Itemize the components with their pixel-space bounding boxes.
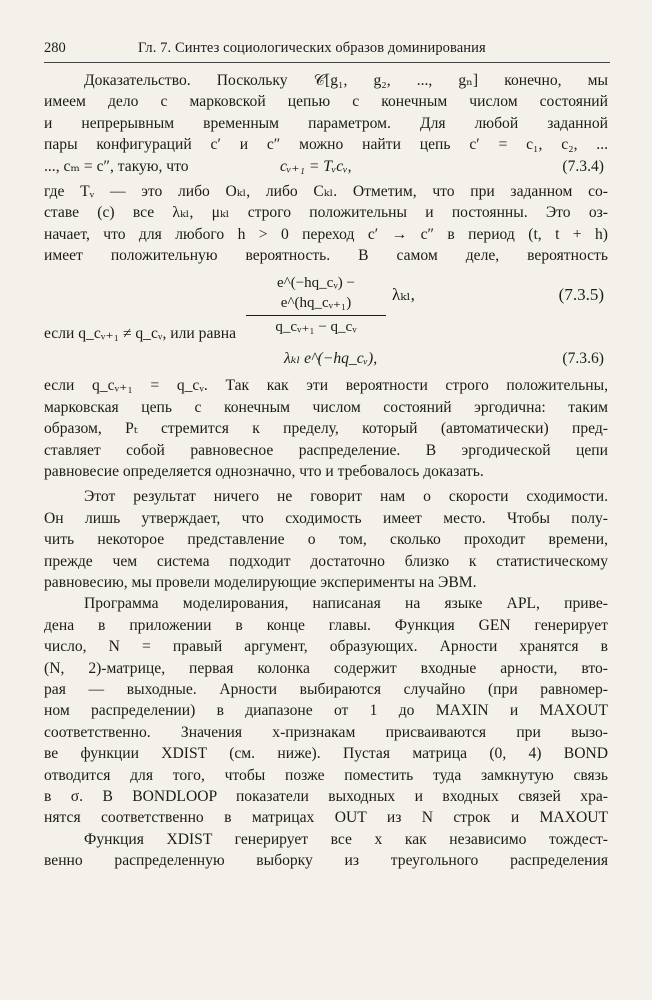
text-line: равновесию, мы провели моделирующие эксперименты на ЭВМ. — [44, 574, 477, 591]
equation-7-3-6 — [44, 348, 608, 374]
fraction-denominator: q_cᵥ₊₁ − q_cᵥ — [275, 318, 357, 335]
condition-line: если q_cᵥ₊₁ ≠ q_cᵥ, или равна — [44, 324, 236, 342]
text-line: где Tᵥ — это либо Oₖₗ, либо Cₖₗ. Отметим, что при заданном со- — [44, 183, 608, 200]
text-line: пары конфигураций c′ и c″ можно найти цепь c′ = c₁, c₂, ... — [44, 136, 608, 154]
text-line: число, N = правый аргумент, образующих. Арности хранятся в — [44, 638, 608, 656]
text-line: начает, что для любого h > 0 переход c′ → c″ в период (t, t + h) — [44, 225, 608, 243]
text-line: рая — выходные. Арности выбираются случайно (при равномер- — [44, 681, 608, 698]
text-line: Этот результат ничего не говорит нам о скорости сходимости. — [84, 488, 608, 506]
text-line: ставе (c) все λₖₗ, μₖₗ строго положительны и постоянны. Это оз- — [44, 204, 608, 222]
chapter-title: Гл. 7. Синтез социологических образов доминирования — [138, 40, 486, 56]
text-line: и непрерывным временным параметром. Для любой заданной — [44, 114, 608, 132]
text-line: (N, 2)-матрице, первая колонка содержит входные арности, вто- — [44, 659, 608, 677]
text-line: отводится для того, чтобы позже поместить туда замкнутую связь — [44, 766, 608, 784]
page-number: 280 — [44, 40, 66, 56]
text-line: Он лишь утверждает, что сходимость имеет место. Чтобы полу- — [44, 509, 608, 527]
text-line: ставляет собой равновесное распределение. В эргодической цепи — [44, 441, 608, 459]
text-line: Доказательство. Поскольку 𝒞[g₁, g₂, ..., gₙ] конечно, мы — [84, 72, 608, 89]
text-line: нятся соответственно в матрицах OUT из N строк и MAXOUT — [44, 809, 608, 827]
equation-formula: cᵥ₊₁ = Tᵥcᵥ, — [280, 157, 352, 175]
text-line: равновесие определяется однозначно, что и требовалось доказать. — [44, 463, 484, 480]
equation-7-3-4 — [44, 156, 608, 182]
text-line: венно распределенную выборку из треугольного распределения — [44, 852, 608, 870]
text-line: Функция XDIST генерирует все x как независимо тождест- — [84, 830, 608, 848]
equation-number: (7.3.5) — [558, 284, 604, 304]
running-header — [44, 40, 610, 63]
text-line: дена в приложении в конце главы. Функция GEN генерирует — [44, 616, 608, 634]
equation-number: (7.3.4) — [562, 157, 604, 175]
text-line: марковская цепь с конечным числом состояний эргодична: таким — [44, 398, 608, 416]
text-line: соответственно. Значения x-признакам присваиваются при вызо- — [44, 723, 608, 741]
equation-factor: λₖₗ, — [392, 284, 415, 304]
text-line: прежде чем система подходит достаточно близко к статистическому — [44, 552, 608, 570]
equation-formula: λₖₗ e^(−hq_cᵥ), — [284, 350, 378, 367]
text-line: ве функции XDIST (см. ниже). Пустая матрица (0, 4) BOND — [44, 745, 608, 763]
text-line: образом, Pₜ стремится к пределу, который (автоматически) пред- — [44, 420, 608, 438]
equation-number: (7.3.6) — [562, 350, 604, 367]
fraction-numerator: e^(−hq_cᵥ) − e^(hq_cᵥ₊₁) — [246, 273, 386, 316]
text-line: Программа моделирования, написаная на языке APL, приве- — [84, 595, 608, 613]
text-line: имеет положительную вероятность. В самом деле, вероятность — [44, 247, 608, 265]
text-line: в σ. В BONDLOOP показатели выходных и входных связей хра- — [44, 788, 608, 805]
text-line: ном распределении) в диапазоне от 1 до MAXIN и MAXOUT — [44, 702, 608, 720]
text-line: ..., cₘ = c″, такую, что — [44, 157, 189, 175]
text-line: если q_cᵥ₊₁ = q_cᵥ. Так как эти вероятности строго положительны, — [44, 377, 608, 395]
text-line: чить некоторое представление о том, сколько проходит времени, — [44, 531, 608, 549]
text-line: имеем дело с марковской цепью с конечным числом состояний — [44, 93, 608, 111]
